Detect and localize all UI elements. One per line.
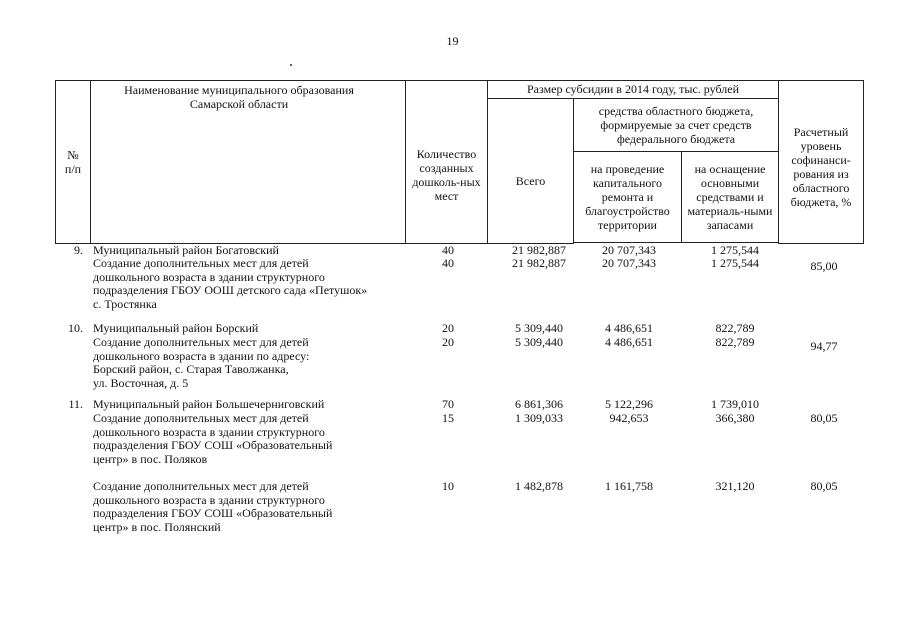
row-name: Создание дополнительных мест для детей дошкольного возраста в здании структурного подразделения ГБОУ ООШ детского сада «Петушок» с. Тростянка [93,256,368,311]
row-repair: 5 122,296 [605,397,653,411]
row-name: Создание дополнительных мест для детей дошкольного возраста в здании по адресу: Борский район, с. Старая Таволжанка, ул. Восточная, д. 5 [93,335,310,390]
header-repair: на проведение капитального ремонта и благоустройство территории [574,151,682,242]
row-total: 5 309,440 [515,321,563,335]
header-rate: Расчетный уровень софинанси-рования из областного бюджета, % [779,81,864,244]
row-repair: 20 707,343 [602,256,656,270]
row-repair: 4 486,651 [605,321,653,335]
row-qty: 70 [442,397,454,411]
row-qty: 20 [442,335,454,349]
row-equip: 822,789 [715,321,755,335]
row-equip: 321,120 [715,479,755,493]
row-name: Муниципальный район Богатовский [93,243,279,257]
page-number: 19 [446,34,459,48]
header-total: Всего [488,98,574,243]
row-total: 6 861,306 [515,397,563,411]
row-repair: 20 707,343 [602,243,656,257]
row-qty: 40 [442,243,454,257]
row-equip: 1 275,544 [711,243,759,257]
row-equip: 822,789 [715,335,755,349]
header-name: Наименование муниципального образования Самарской области [91,81,406,244]
header-qty: Количество созданных дошколь-ных мест [406,81,488,244]
row-qty: 20 [442,321,454,335]
row-number: 9. [74,243,83,257]
row-equip: 1 739,010 [711,397,759,411]
row-repair: 4 486,651 [605,335,653,349]
row-qty: 10 [442,479,454,493]
row-rate: 80,05 [810,479,838,493]
table-row [55,322,863,336]
row-total: 1 309,033 [515,411,563,425]
table-header [55,80,864,244]
row-qty: 40 [442,256,454,270]
header-subsidy-group: Размер субсидии в 2014 году, тыс. рублей [488,81,779,99]
table-row [55,412,863,480]
table-row [55,398,863,412]
scan-speck [290,64,292,66]
header-regional-group: средства областного бюджета, формируемые за счет средств федерального бюджета [574,98,779,151]
header-num: № п/п [56,81,91,244]
row-name: Муниципальный район Борский [93,321,259,335]
table-row [55,257,863,322]
header-equip: на оснащение основными средствами и материаль-ными запасами [682,151,779,242]
row-number: 10. [68,321,83,335]
row-equip: 1 275,544 [711,256,759,270]
row-name: Создание дополнительных мест для детей дошкольного возраста в здании структурного подразделения ГБОУ СОШ «Образовательный центр» в пос. Поляков [93,411,333,466]
row-total: 21 982,887 [512,243,566,257]
table-body [55,244,863,540]
row-total: 1 482,878 [515,479,563,493]
row-qty: 15 [442,411,454,425]
row-name: Создание дополнительных мест для детей дошкольного возраста в здании структурного подразделения ГБОУ СОШ «Образовательный центр» в пос. Полянский [93,479,333,534]
table-row [55,480,863,540]
row-rate: 94,77 [810,339,838,353]
row-rate: 85,00 [810,259,838,273]
row-name: Муниципальный район Большечерниговский [93,397,325,411]
row-equip: 366,380 [715,411,755,425]
row-repair: 942,653 [609,411,649,425]
row-total: 21 982,887 [512,256,566,270]
table-row [55,336,863,398]
row-total: 5 309,440 [515,335,563,349]
row-number: 11. [68,397,83,411]
row-rate: 80,05 [810,411,838,425]
row-repair: 1 161,758 [605,479,653,493]
